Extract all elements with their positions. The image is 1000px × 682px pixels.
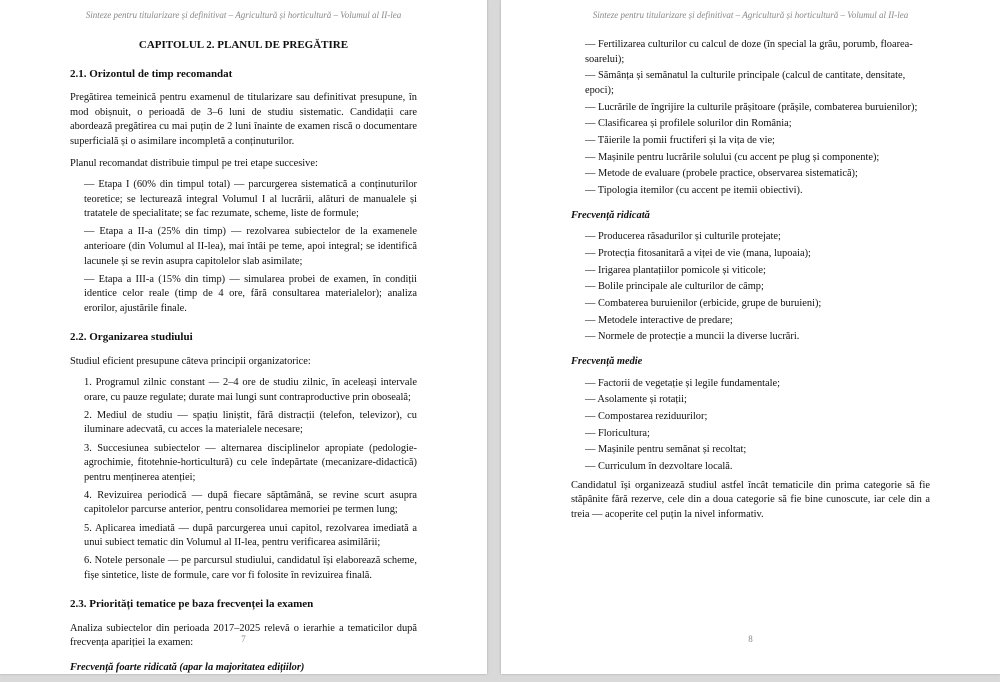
running-header: Sinteze pentru titularizare și definitivat – Agricultură și horticultură – Volumul al II-lea (592, 10, 909, 20)
topic-item: — Mașinile pentru lucrările solului (cu accent pe plug și componente); (585, 151, 880, 163)
topic-item: — Bolile principale ale culturilor de câmp; (585, 281, 764, 293)
stage-item: — Etapa a II-a (25% din timp) — rezolvarea subiectelor de la examenele anterioare (din Volumul al II-lea), mai întâi pe teme, apoi integral; se identifică lacunele și se revin asupra capitolelor slab asimilate; (84, 226, 417, 267)
topic-item: — Curriculum în dezvoltare locală. (585, 460, 733, 472)
stage-item: — Etapa a III-a (15% din timp) — simularea probei de examen, în condiții identice celor reale (timp de 4 ore, fără consultarea materialelor); analiza erorilor, ajustările finale. (84, 273, 417, 314)
principle-item: 2. Mediul de studiu — spațiu liniștit, fără distracții (telefon, televizor), cu iluminare adecvată, cu acces la materialele necesare; (84, 409, 417, 436)
closing-paragraph: Candidatul își organizează studiul astfel încât tematicile din prima categorie să fie stăpânite fără rezerve, cele din a doua categorie să fie bine cunoscute, iar cele din a treia — acoperite cel puțin la nivel informativ. (571, 479, 930, 520)
topic-item: — Clasificarea și profilele solurilor din România; (585, 118, 792, 130)
principle-item: 3. Succesiunea subiectelor — alternarea disciplinelor apropiate (pedologie-agrochimie, fitotehnie-horticultură) cu cele îndepărtate (mecanizare-didactică) pentru menținerea atenției; (84, 442, 417, 483)
paragraph: Studiul eficient presupune câteva principii organizatorice: (70, 355, 311, 367)
paragraph: Pregătirea temeinică pentru examenul de titularizare sau definitivat presupune, în mod obișnuit, o perioadă de 3–6 luni de studiu sistematic. Candidații care abordează pregătirea cu mai puțin de 2 luni înainte de examen riscă o documentare superficială și o asimilare incompletă a conținuturilor. (70, 92, 417, 147)
frequency-heading-medium: Frecvență medie (571, 355, 643, 367)
principle-item: 6. Notele personale — pe parcursul studiului, candidatul își elaborează scheme, fișe sintetice, liste de formule, care vor fi folosite în revizuirea finală. (84, 555, 417, 581)
page-number: 7 (241, 634, 246, 644)
chapter-title: CAPITOLUL 2. PLANUL DE PREGĂTIRE (138, 39, 349, 51)
topic-item: — Metode de evaluare (probele practice, observarea sistematică); (585, 168, 858, 180)
document-page-right (501, 0, 1000, 674)
principle-item: 5. Aplicarea imediată — după parcurgerea unui capitol, rezolvarea imediată a unui subiect tematic din Volumul al II-lea, pentru verificarea asimilării; (84, 522, 417, 549)
topic-item: — Factorii de vegetație și legile fundamentale; (585, 377, 781, 389)
page-content (571, 38, 930, 529)
section-heading-2-3: 2.3. Priorități tematice pe baza frecvenței la examen (70, 597, 314, 610)
topic-item: — Floricultura; (585, 427, 650, 439)
topic-item: — Protecția fitosanitară a viței de vie (mana, lupoaia); (585, 247, 811, 259)
section-heading-2-2: 2.2. Organizarea studiului (70, 331, 193, 343)
running-header: Sinteze pentru titularizare și definitivat – Agricultură și horticultură – Volumul al II-lea (85, 10, 402, 20)
principle-item: 4. Revizuirea periodică — după fiecare săptămână, se revine scurt asupra capitolelor parcurse anterior, pentru consolidarea memoriei pe termen lung; (84, 489, 417, 516)
paragraph: Analiza subiectelor din perioada 2017–2025 relevă o ierarhie a tematicilor după frecvența apariției la examen: (70, 622, 417, 649)
topic-item: — Lucrările de îngrijire la culturile prășitoare (prășile, combaterea buruienilor); (585, 101, 918, 113)
topic-item: — Metodele interactive de predare; (585, 314, 733, 326)
topic-item: — Producerea răsadurilor și culturile protejate; (585, 231, 781, 243)
topic-item: — Fertilizarea culturilor cu calcul de doze (în special la grâu, porumb, floarea-soarelui); (585, 39, 913, 65)
topic-item: — Combaterea buruienilor (erbicide, grupe de buruieni); (585, 297, 822, 309)
topic-item: — Mașinile pentru semănat și recoltat; (585, 444, 747, 456)
principle-item: 1. Programul zilnic constant — 2–4 ore de studiu zilnic, în aceleași intervale orare, cu pauze regulate; durate mai lungi sunt contraproductive prin oboseală; (84, 377, 417, 403)
document-page-left (0, 0, 487, 674)
topic-item: — Normele de protecție a muncii la diverse lucrări. (585, 331, 800, 343)
topic-item: — Irigarea plantațiilor pomicole și viticole; (585, 264, 766, 276)
section-heading-2-1: 2.1. Orizontul de timp recomandat (70, 67, 233, 80)
frequency-heading-very-high: Frecvență foarte ridicată (apar la majoritatea edițiilor) (70, 661, 305, 673)
topic-item: — Compostarea reziduurilor; (585, 410, 708, 422)
topic-item: — Asolamente și rotații; (585, 394, 687, 406)
topic-item: — Sămânța și semănatul la culturile principale (calcul de cantitate, densitate, epoci); (585, 70, 906, 96)
paragraph: Planul recomandat distribuie timpul pe trei etape succesive: (70, 157, 318, 169)
page-number: 8 (748, 634, 753, 644)
topic-item: — Tăierile la pomii fructiferi și la vița de vie; (585, 134, 775, 146)
stage-item: — Etapa I (60% din timpul total) — parcurgerea sistematică a conținuturilor teoretice; se lecturează integral Volumul I al lucrării, alături de manualele și tratatele de specialitate; se fac rezumate, scheme, liste de formule; (84, 179, 417, 220)
page-content (70, 38, 417, 682)
frequency-heading-high: Frecvență ridicată (571, 209, 650, 221)
topic-item: — Tipologia itemilor (cu accent pe itemii obiectivi). (585, 185, 803, 196)
